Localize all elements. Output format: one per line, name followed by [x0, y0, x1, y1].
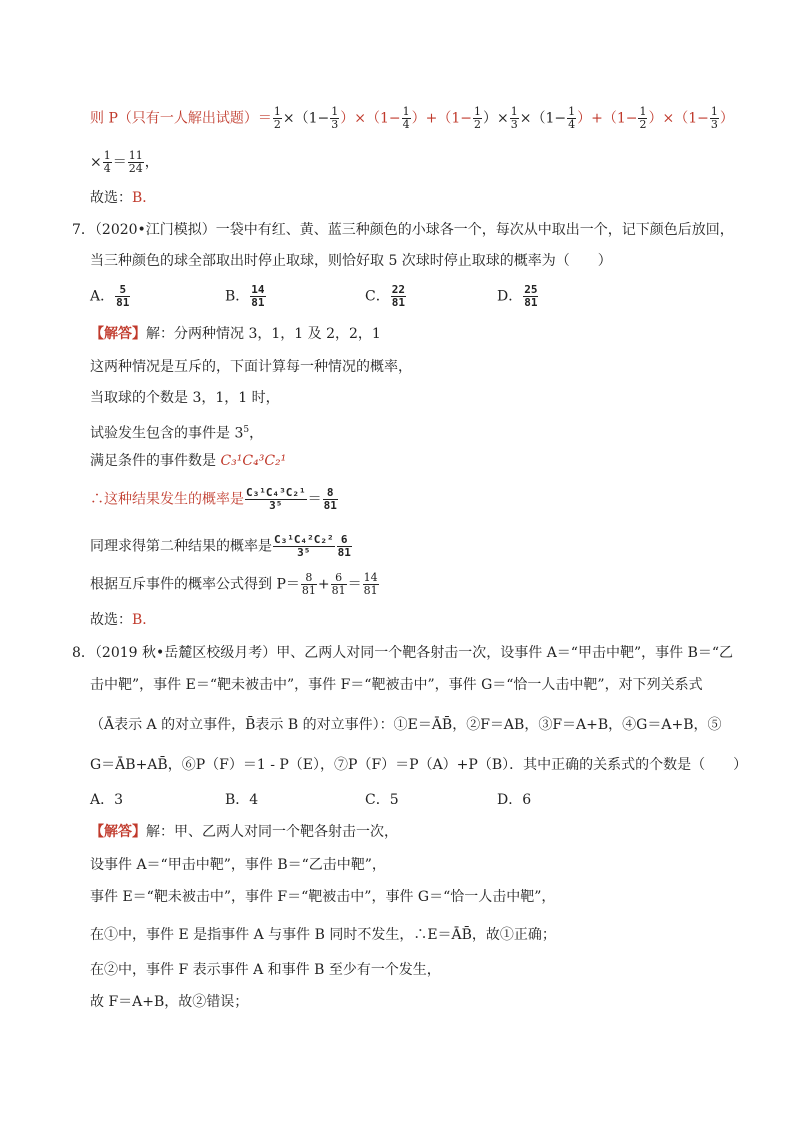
q8-answer-5: 在②中，事件 F 表示事件 A 和事件 B 至少有一个发生， — [90, 962, 441, 978]
q7-option-c: C． $\frac{22}{81}$ — [365, 283, 405, 309]
q8-answer-4: 在①中，事件 E 是指事件 A 与事件 B 同时不发生，∴E＝ĀB̄，故①正确； — [90, 927, 556, 943]
q8-option-d: D．6 — [497, 792, 532, 808]
q8-option-b: B．4 — [225, 792, 259, 808]
q7-stem-1: 7．（2020•江门模拟）一袋中有红、黄、蓝三种颜色的小球各一个，每次从中取出一个，记下颜色后放回， — [72, 222, 734, 238]
q8-stem-3: （Ā表示 A 的对立事件，B̄表示 B 的对立事件）：①E＝ĀB̄，②F＝AB，③F＝A+B，④G＝A+B，⑤ — [90, 717, 722, 733]
intro-line-1: 则 P（只有一人解出试题）＝ $\frac{1}{2}$ ×（1− $\frac{1}{3}$ ）×（1− $\frac{1}{4}$ ）+（1− $\frac{1}{2}$ ）× $\frac{1}{3}$ ×（1− $\frac{1}{4}$ ）+（1− $\frac{1}{2}$ ）×（1− $\frac{1}{3}$ ） — [90, 105, 734, 131]
frac-quarter: $\frac{1}{4}$ — [568, 105, 576, 131]
q7-answer-8: 根据互斥事件的概率公式得到 P＝ $\frac{8}{81}$ + $\frac{6}{81}$ ＝ $\frac{14}{81}$ — [90, 571, 378, 597]
q8-answer-2: 设事件 A＝“甲击中靶”，事件 B＝“乙击中靶”， — [90, 857, 386, 873]
q8-answer-3: 事件 E＝“靶未被击中”，事件 F＝“靶被击中”，事件 G＝“恰一人击中靶”， — [90, 889, 556, 905]
q7-answer-7: 同理求得第二种结果的概率是 $\frac{\text{C₃¹C₄²C₂²}}{\text{3⁵}}$ $\frac{6}{81}$ — [90, 533, 351, 559]
q7-option-d: D． $\frac{25}{81}$ — [497, 283, 538, 309]
frac-third: $\frac{1}{3}$ — [710, 105, 718, 131]
frac-half: $\frac{1}{2}$ — [474, 105, 481, 131]
q7-answer-6: ∴这种结果发生的概率是 $\frac{\text{C₃¹C₄³C₂¹}}{\text{3⁵}}$ ＝ $\frac{8}{81}$ — [90, 486, 337, 512]
q7-answer-5: 满足条件的事件数是 C₃¹C₄³C₂¹ — [90, 453, 287, 469]
q7-answer-2: 这两种情况是互斥的，下面计算每一种情况的概率， — [90, 359, 412, 375]
q7-choose: 故选：B． — [90, 612, 157, 628]
q8-answer-1: 【解答】解：甲、乙两人对同一个靶各射击一次， — [90, 824, 398, 840]
q7-stem-2: 当三种颜色的球全部取出时停止取球，则恰好取 5 次球时停止取球的概率为（ ） — [90, 253, 612, 269]
q7-option-b: B． $\frac{14}{81}$ — [225, 283, 265, 309]
q7-answer-3: 当取球的个数是 3，1，1 时， — [90, 390, 280, 406]
frac-quarter: $\frac{1}{4}$ — [103, 149, 111, 175]
q8-stem-1: 8．（2019 秋•岳麓区校级月考）甲、乙两人对同一个靶各射击一次，设事件 A＝“甲击中靶”，事件 B＝“乙 — [72, 645, 734, 661]
answer-tag: 【解答】 — [90, 326, 146, 342]
frac-third: $\frac{1}{3}$ — [331, 105, 339, 131]
answer-tag: 【解答】 — [90, 824, 146, 840]
intro-line-2: × $\frac{1}{4}$ ＝ $\frac{11}{24}$ ， — [90, 149, 159, 175]
q7-answer-1: 【解答】解：分两种情况 3，1，1 及 2，2，1 — [90, 326, 381, 342]
q7-option-a: A． $\frac{5}{81}$ — [90, 283, 130, 309]
q8-option-c: C．5 — [365, 792, 399, 808]
q8-stem-4: G＝ĀB+AB̄，⑥P（F）＝1 - P（E），⑦P（F）＝P（A）+P（B）．其中正确的关系式的个数是（ ） — [90, 757, 748, 773]
intro-choose: 故选：B． — [90, 190, 157, 206]
frac-half: $\frac{1}{2}$ — [273, 105, 281, 131]
frac-third: $\frac{1}{3}$ — [510, 105, 518, 131]
q8-option-a: A．3 — [90, 792, 124, 808]
q7-answer-4: 试验发生包含的事件是 $3^5$， — [90, 425, 264, 442]
frac-half: $\frac{1}{2}$ — [639, 105, 647, 131]
frac-result: $\frac{11}{24}$ — [128, 149, 143, 175]
q8-answer-6: 故 F＝A+B，故②错误； — [90, 994, 249, 1010]
intro-prefix: 则 P（只有一人解出试题）＝ — [90, 110, 272, 127]
frac-quarter: $\frac{1}{4}$ — [402, 105, 410, 131]
q8-stem-2: 击中靶”，事件 E＝“靶未被击中”，事件 F＝“靶被击中”，事件 G＝“恰一人击中靶”，对下列关系式 — [90, 677, 703, 693]
